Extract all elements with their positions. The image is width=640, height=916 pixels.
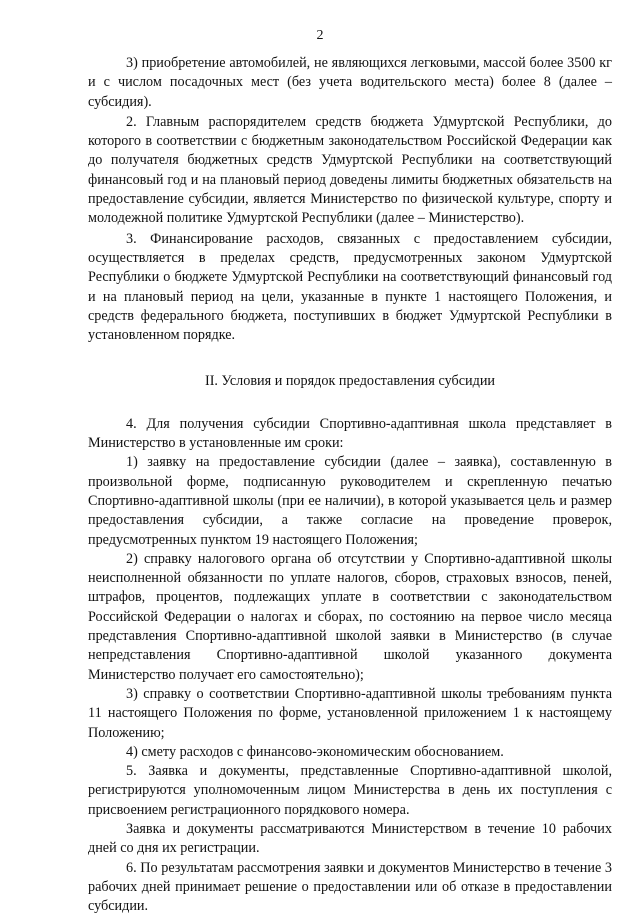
paragraph-2-chief-administrator: 2. Главным распорядителем средств бюджета Удмуртской Республики, до которого в соответствии с бюджетным законодательством Российской Федерации как до получателя бюджетных средств Удмуртской Республики на соответствующий финансовый год и на плановый период доведены лимиты бюджетных обязательств на предоставление субсидии, является Министерство по физической культуре, спорту и молодежной политике Удмуртской Республики (далее – Министерство). bbox=[88, 113, 612, 227]
list-item-compliance-certificate: 3) справку о соответствии Спортивно-адаптивной школы требованиям пункта 11 настоящего Положения по форме, установленной приложением 1 к настоящему Положению; bbox=[88, 685, 612, 741]
paragraph-review-term: Заявка и документы рассматриваются Министерством в течение 10 рабочих дней со дня их регистрации. bbox=[88, 820, 612, 857]
document-body bbox=[88, 54, 612, 916]
paragraph-6-decision: 6. По результатам рассмотрения заявки и документов Министерство в течение 3 рабочих дней принимает решение о предоставлении или об отказе в предоставлении субсидии. bbox=[88, 859, 612, 915]
list-item-cost-estimate: 4) смету расходов с финансово-экономическим обоснованием. bbox=[126, 743, 504, 760]
page-number: 2 bbox=[316, 28, 324, 43]
section-heading: II. Условия и порядок предоставления субсидии bbox=[204, 373, 496, 390]
paragraph-4-documents: 4. Для получения субсидии Спортивно-адаптивная школа представляет в Министерство в установленные им сроки: bbox=[88, 415, 612, 452]
list-item-application: 1) заявку на предоставление субсидии (далее – заявка), составленную в произвольной форме, подписанную руководителем и скрепленную печатью Спортивно-адаптивной школы (при ее наличии), в которой указывается цель и размер предоставления субсидии, а также согласие на проведение проверок, предусмотренных пунктом 19 настоящего Положения; bbox=[88, 454, 612, 548]
list-item-tax-certificate: 2) справку налогового органа об отсутствии у Спортивно-адаптивной школы неисполненной обязанности по уплате налогов, сборов, страховых взносов, пеней, штрафов, процентов, подлежащих уплате в соответствии с законодательством Российской Федерации о налогах и сборах, по состоянию на первое число месяца представления Спортивно-адаптивной школой заявки в Министерство (в случае непредставления Спортивно-адаптивной школой указанного документа Министерство получает его самостоятельно); bbox=[88, 550, 612, 683]
paragraph-5-registration: 5. Заявка и документы, представленные Спортивно-адаптивной школой, регистрируются уполномоченным лицом Министерства в день их поступления с присвоением регистрационного порядкового номера. bbox=[88, 763, 612, 818]
paragraph-item-3-vehicles: 3) приобретение автомобилей, не являющихся легковыми, массой более 3500 кг и с числом посадочных мест (без учета водительского места) более 8 (далее – субсидия). bbox=[88, 55, 612, 110]
paragraph-3-financing: 3. Финансирование расходов, связанных с предоставлением субсидии, осуществляется в пределах средств, предусмотренных законом Удмуртской Республики о бюджете Удмуртской Республики на соответствующий финансовый год и на плановый период на цели, указанные в пункте 1 настоящего Положения, и средств федерального бюджета, поступивших в бюджет Удмуртской Республики в установленном порядке. bbox=[88, 230, 612, 344]
